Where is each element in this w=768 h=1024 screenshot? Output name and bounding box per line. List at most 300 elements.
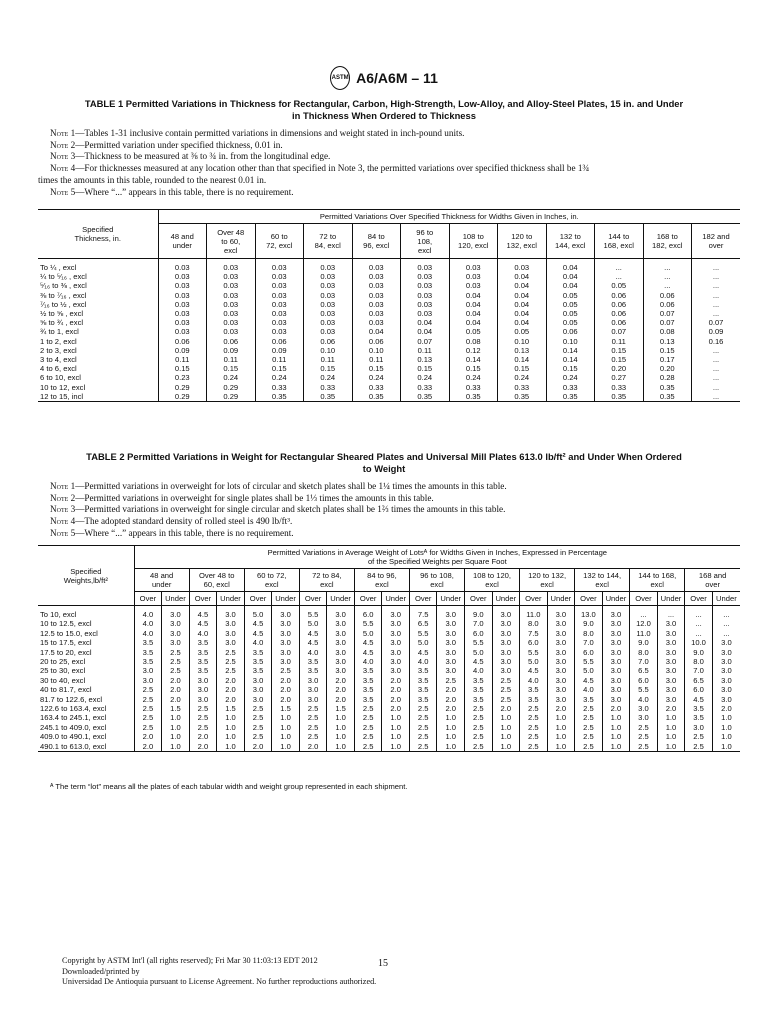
table-cell: 3.0 — [492, 629, 520, 638]
note-text: —Permitted variation under specified thickness, 0.01 in. — [75, 139, 283, 150]
corner-label-2: Weights,lb/ft² — [63, 575, 108, 585]
table-cell: 5.0 — [354, 629, 382, 638]
table-cell: 5.0 — [465, 648, 493, 657]
under-header: Under — [712, 592, 740, 606]
table-cell: 0.06 — [207, 337, 256, 346]
table-row — [38, 742, 740, 752]
table-cell: 3.5 — [685, 704, 713, 713]
row-label: ½ to ⅝ , excl — [40, 309, 84, 319]
table-cell: 8.0 — [520, 619, 548, 628]
table-cell: 2.5 — [685, 732, 713, 741]
table2-title — [34, 451, 734, 475]
table-cell: 0.35 — [595, 392, 644, 402]
table-cell: 3.0 — [162, 629, 190, 638]
over-header: Over — [520, 592, 548, 606]
table-cell: 3.0 — [547, 685, 575, 694]
table-cell: 6.0 — [630, 676, 658, 685]
column-header-line: 96, excl — [363, 241, 390, 250]
over-header: Over — [299, 592, 327, 606]
table-cell: 2.5 — [217, 657, 245, 666]
span-header-line1: Permitted Variations in Average Weight of Lotsᴬ for Widths Given in Inches, Expressed in Percentage — [267, 548, 608, 557]
under-header: Under — [272, 592, 300, 606]
table-cell: 3.0 — [547, 619, 575, 628]
table-cell: 0.11 — [207, 355, 256, 364]
table-cell: 6.5 — [685, 676, 713, 685]
table-cell: 0.03 — [207, 272, 256, 281]
table-cell: 0.03 — [158, 281, 207, 290]
table-cell: 0.15 — [304, 364, 353, 373]
table-cell: 3.0 — [547, 638, 575, 647]
table-row — [38, 685, 740, 694]
table-cell: 3.0 — [327, 619, 355, 628]
note — [38, 175, 740, 187]
table-cell: 0.06 — [546, 327, 595, 336]
table-cell: 0.03 — [304, 259, 353, 273]
table-cell: 3.5 — [134, 638, 162, 647]
table-row — [38, 629, 740, 638]
table-cell: 3.0 — [492, 657, 520, 666]
table-cell: 2.5 — [299, 713, 327, 722]
column-header — [244, 569, 299, 592]
column-header-line: 132, excl — [506, 241, 537, 250]
table-cell: 3.0 — [327, 629, 355, 638]
over-header: Over — [354, 592, 382, 606]
table-cell: 1.0 — [602, 732, 630, 741]
table-cell: 0.03 — [401, 309, 450, 318]
table-cell: 0.06 — [595, 309, 644, 318]
column-header-line: 168 and — [698, 571, 727, 580]
column-header-line: to 60, — [221, 236, 241, 246]
table-cell: ... — [643, 259, 692, 273]
table-cell: 8.0 — [630, 648, 658, 657]
table-cell: 2.5 — [189, 713, 217, 722]
table2-title-line2: to Weight — [362, 463, 406, 474]
note-label: Note 5 — [50, 527, 76, 538]
table-cell: ... — [692, 291, 741, 300]
table-cell: 3.0 — [217, 606, 245, 620]
table-cell: 0.03 — [304, 327, 353, 336]
note — [50, 128, 740, 140]
over-header: Over — [409, 592, 437, 606]
table-cell: 3.0 — [602, 666, 630, 675]
table-cell: 5.0 — [520, 657, 548, 666]
table-cell: 4.5 — [189, 619, 217, 628]
table-cell: 3.5 — [299, 666, 327, 675]
table-cell: 3.0 — [327, 638, 355, 647]
table-cell: 3.0 — [162, 619, 190, 628]
table-cell: 0.03 — [352, 272, 401, 281]
table2-title-line1: TABLE 2 Permitted Variations in Weight for Rectangular Sheared Plates and Universal Mill Plates 613.0 lb/ft² and Under When Ordered — [86, 451, 682, 462]
table-cell: 0.09 — [692, 327, 741, 336]
table-cell: 3.0 — [712, 638, 740, 647]
table-cell: 3.0 — [602, 619, 630, 628]
table-cell: 2.5 — [244, 732, 272, 741]
table-cell: 0.35 — [498, 392, 547, 402]
table-cell: 2.5 — [299, 704, 327, 713]
table-cell: 11.0 — [630, 629, 658, 638]
table-cell: 2.5 — [520, 732, 548, 741]
table-cell: 0.04 — [546, 281, 595, 290]
table-cell: 0.04 — [546, 272, 595, 281]
table-row — [38, 364, 740, 373]
table-cell: 3.0 — [712, 685, 740, 694]
table-cell: 0.03 — [352, 291, 401, 300]
column-header-line: 168, excl — [603, 241, 634, 250]
table-cell: 2.5 — [437, 676, 465, 685]
table-cell: 4.0 — [520, 676, 548, 685]
table-cell: 4.5 — [244, 619, 272, 628]
table-cell: 3.0 — [657, 648, 685, 657]
table-cell: 0.35 — [546, 392, 595, 402]
table-cell: 3.0 — [217, 629, 245, 638]
table-cell: 0.04 — [401, 327, 450, 336]
column-header — [520, 569, 575, 592]
table-cell: 0.03 — [207, 291, 256, 300]
table-row — [38, 676, 740, 685]
table-cell: 0.03 — [158, 259, 207, 273]
table-cell: 2.0 — [134, 742, 162, 752]
table-cell: 2.5 — [685, 742, 713, 752]
table-row — [38, 713, 740, 722]
table-cell: 3.0 — [657, 638, 685, 647]
table-cell: 0.03 — [158, 327, 207, 336]
table-cell: 0.04 — [498, 281, 547, 290]
column-header — [409, 569, 464, 592]
table-cell: 0.06 — [352, 337, 401, 346]
corner-header — [38, 210, 158, 259]
column-header-line: 72 to 84, — [312, 571, 342, 580]
table-cell: 0.33 — [255, 383, 304, 392]
table-cell: 0.35 — [643, 392, 692, 402]
table-cell: 11.0 — [520, 606, 548, 620]
table-cell: 3.0 — [189, 685, 217, 694]
table-cell: 1.0 — [492, 742, 520, 752]
table-cell: 0.10 — [498, 337, 547, 346]
table-cell: 3.0 — [382, 619, 410, 628]
table-cell: 0.03 — [449, 259, 498, 273]
column-header-line: 96 to — [416, 227, 434, 237]
table-cell: 3.0 — [492, 619, 520, 628]
table-cell: 0.04 — [401, 318, 450, 327]
table-cell: 3.0 — [299, 685, 327, 694]
row-label: 10 to 12, excl — [40, 382, 86, 392]
table-cell: 3.0 — [492, 648, 520, 657]
table-cell: 2.5 — [409, 742, 437, 752]
column-header — [630, 569, 685, 592]
table-cell: 2.5 — [134, 704, 162, 713]
page-header — [0, 66, 768, 90]
table-cell: 7.0 — [630, 657, 658, 666]
table-cell: 2.0 — [189, 742, 217, 752]
table-cell: 2.0 — [437, 685, 465, 694]
column-header — [207, 224, 256, 259]
table-cell: 1.0 — [712, 742, 740, 752]
over-header: Over — [244, 592, 272, 606]
table-cell: 2.0 — [547, 704, 575, 713]
table-cell: 4.0 — [575, 685, 603, 694]
table-cell: 0.08 — [449, 337, 498, 346]
table-cell: ... — [692, 373, 741, 382]
table-cell: 3.0 — [382, 648, 410, 657]
table-cell: 3.0 — [437, 606, 465, 620]
table-cell: 3.5 — [244, 657, 272, 666]
table-cell: 3.0 — [382, 657, 410, 666]
table-cell: 0.35 — [449, 392, 498, 402]
footer-line3: Universidad De Antioquia pursuant to License Agreement. No further reproductions authorized. — [62, 977, 377, 986]
column-header-line: excl — [320, 580, 334, 589]
table-cell: 3.0 — [134, 666, 162, 675]
table-cell: 0.15 — [498, 364, 547, 373]
table-cell: 2.5 — [217, 648, 245, 657]
table-cell: 2.5 — [134, 695, 162, 704]
table-cell: 0.10 — [304, 346, 353, 355]
table-cell: 2.5 — [465, 723, 493, 732]
table-cell: 1.0 — [492, 723, 520, 732]
table-cell: ... — [657, 606, 685, 620]
table-cell: 0.07 — [643, 309, 692, 318]
over-header: Over — [685, 592, 713, 606]
table-cell: 2.0 — [272, 676, 300, 685]
table-cell: 1.0 — [712, 723, 740, 732]
table-cell: 0.24 — [352, 373, 401, 382]
table-cell: 3.0 — [630, 704, 658, 713]
table-cell: ... — [685, 629, 713, 638]
table-cell: 6.0 — [520, 638, 548, 647]
table-cell: ... — [692, 281, 741, 290]
table-cell: 4.0 — [299, 648, 327, 657]
table-cell: 0.06 — [595, 300, 644, 309]
table-cell: 3.0 — [602, 685, 630, 694]
row-label: 1 to 2, excl — [40, 336, 77, 346]
table-cell: 0.16 — [692, 337, 741, 346]
table-cell: 0.03 — [352, 300, 401, 309]
row-label: 40 to 81.7, excl — [40, 685, 92, 695]
row-label: 12.5 to 15.0, excl — [40, 628, 98, 638]
table-cell: 3.0 — [712, 648, 740, 657]
table-cell: 4.0 — [409, 657, 437, 666]
table-cell: 0.35 — [352, 392, 401, 402]
table-cell: 2.0 — [299, 742, 327, 752]
footer-line1: Copyright by ASTM Int'l (all rights reserved); Fri Mar 30 11:03:13 EDT 2012 — [62, 956, 318, 965]
column-header — [134, 569, 189, 592]
table-cell: 5.5 — [465, 638, 493, 647]
column-header — [401, 224, 450, 259]
table-cell: 4.5 — [685, 695, 713, 704]
table-cell: 0.15 — [546, 364, 595, 373]
table-cell: 0.04 — [449, 291, 498, 300]
copyright-footer — [62, 956, 376, 988]
table-cell: 1.0 — [437, 742, 465, 752]
table-cell: 0.24 — [304, 373, 353, 382]
astm-logo-icon: ASTM — [330, 66, 350, 90]
row-label: 2 to 3, excl — [40, 345, 77, 355]
table-cell: 0.03 — [158, 309, 207, 318]
table-cell: 2.0 — [712, 704, 740, 713]
table-cell: 7.0 — [465, 619, 493, 628]
table-cell: 1.0 — [327, 713, 355, 722]
table-cell: 2.5 — [134, 685, 162, 694]
row-label: 409.0 to 490.1, excl — [40, 732, 107, 742]
table-cell: 0.04 — [498, 318, 547, 327]
table-cell: 3.0 — [327, 606, 355, 620]
table-cell: 0.17 — [643, 355, 692, 364]
column-header-line: 84 to — [367, 232, 385, 241]
table-cell: 0.03 — [401, 281, 450, 290]
table-cell: 4.0 — [189, 629, 217, 638]
column-header-line: 132 to — [559, 232, 581, 241]
column-header-line: 182 and — [702, 232, 730, 241]
row-label: 25 to 30, excl — [40, 666, 86, 676]
column-header — [465, 569, 520, 592]
table-cell: 4.5 — [354, 638, 382, 647]
table-row — [38, 300, 740, 309]
table-cell: ... — [692, 272, 741, 281]
table-cell: 2.0 — [657, 704, 685, 713]
table-cell: 0.20 — [643, 364, 692, 373]
table-cell: 2.0 — [382, 695, 410, 704]
column-header-line: 60 to 72, — [257, 571, 287, 580]
table-cell: 0.04 — [498, 309, 547, 318]
table-cell: 0.15 — [255, 364, 304, 373]
table-cell: 3.0 — [437, 629, 465, 638]
column-header — [498, 224, 547, 259]
note-label: Note 3 — [50, 151, 76, 162]
corner-header — [38, 546, 134, 606]
over-header: Over — [189, 592, 217, 606]
table-cell: 0.15 — [207, 364, 256, 373]
table-cell: 0.03 — [449, 272, 498, 281]
table-cell: 4.5 — [354, 648, 382, 657]
table-cell: 0.29 — [207, 383, 256, 392]
table-cell: 1.0 — [327, 732, 355, 741]
table-cell: 3.0 — [244, 676, 272, 685]
table-cell: 3.0 — [547, 676, 575, 685]
table-row — [38, 704, 740, 713]
table-cell: 0.04 — [498, 272, 547, 281]
over-under-row — [38, 592, 740, 606]
table-cell: 2.5 — [465, 713, 493, 722]
table-cell: 7.0 — [685, 666, 713, 675]
table-cell: 3.0 — [602, 648, 630, 657]
table-cell: 4.0 — [244, 638, 272, 647]
table-cell: 2.5 — [354, 723, 382, 732]
table-cell: 0.15 — [595, 355, 644, 364]
column-header — [449, 224, 498, 259]
column-header — [546, 224, 595, 259]
table-row — [38, 657, 740, 666]
column-header-line: 72 to — [319, 232, 337, 241]
table-cell: 1.0 — [382, 723, 410, 732]
table-cell: 2.5 — [409, 732, 437, 741]
table-cell: 3.0 — [437, 666, 465, 675]
column-header-line: under — [151, 580, 172, 589]
under-header: Under — [547, 592, 575, 606]
table-cell: 0.03 — [255, 291, 304, 300]
column-header-line: excl — [223, 245, 238, 255]
table-cell: 0.20 — [595, 364, 644, 373]
table-cell: 0.06 — [255, 337, 304, 346]
table-cell: 2.0 — [382, 704, 410, 713]
table-cell: 0.06 — [158, 337, 207, 346]
table-cell: 0.11 — [401, 346, 450, 355]
table-row — [38, 638, 740, 647]
table-cell: 0.24 — [255, 373, 304, 382]
column-header — [158, 224, 207, 259]
table-cell: 4.5 — [189, 606, 217, 620]
under-header: Under — [327, 592, 355, 606]
table-cell: 3.0 — [299, 676, 327, 685]
row-label: ¼ to ⁵⁄₁₆ , excl — [40, 272, 87, 282]
footer-line2: Downloaded/printed by — [62, 966, 140, 976]
table-cell: ... — [712, 606, 740, 620]
row-label: ⅜ to ⁷⁄₁₆ , excl — [40, 290, 87, 300]
column-header-line: 144 to 168, — [638, 571, 677, 580]
column-header-line: excl — [540, 580, 554, 589]
table-cell: 0.04 — [546, 259, 595, 273]
table-cell: 2.5 — [354, 704, 382, 713]
table-cell: 3.0 — [272, 629, 300, 638]
table-cell: 0.04 — [498, 291, 547, 300]
note — [50, 493, 740, 505]
table-cell: 0.24 — [498, 373, 547, 382]
column-header-line: excl — [485, 580, 499, 589]
table-cell: 0.09 — [207, 346, 256, 355]
table-cell: 2.0 — [217, 695, 245, 704]
table-cell: 13.0 — [575, 606, 603, 620]
table-cell: 7.5 — [520, 629, 548, 638]
table-cell: 0.04 — [449, 309, 498, 318]
row-label: 4 to 6, excl — [40, 364, 77, 374]
table-cell: 3.0 — [602, 676, 630, 685]
table-cell: 3.0 — [547, 648, 575, 657]
table-cell: 3.0 — [547, 695, 575, 704]
table-row — [38, 606, 740, 620]
table-cell: 2.5 — [575, 732, 603, 741]
column-header — [692, 224, 741, 259]
row-label: 245.1 to 409.0, excl — [40, 722, 107, 732]
table-row — [38, 373, 740, 382]
table-cell: 1.0 — [602, 742, 630, 752]
table1-title-line1: TABLE 1 Permitted Variations in Thickness for Rectangular, Carbon, High-Strength, Low-Alloy, and Alloy-Steel Plates, 15 in. and Under — [84, 98, 684, 109]
table-cell: 0.24 — [207, 373, 256, 382]
table1-title — [34, 98, 734, 122]
table-cell: 0.03 — [255, 300, 304, 309]
table-cell: 3.5 — [465, 685, 493, 694]
note-text: —For thicknesses measured at any location other than that specified in Note 3, the permitted variations over specified thickness shall be 1¾ — [75, 163, 590, 174]
table-cell: 3.0 — [657, 685, 685, 694]
table-cell: ... — [692, 346, 741, 355]
table-cell: 1.0 — [547, 713, 575, 722]
table-cell: 0.03 — [207, 309, 256, 318]
table-cell: 3.0 — [657, 657, 685, 666]
column-header-line: 108, — [417, 236, 433, 246]
table-cell: 0.03 — [207, 259, 256, 273]
note-label: Note 4 — [50, 516, 76, 527]
column-header — [189, 569, 244, 592]
under-header: Under — [162, 592, 190, 606]
note-text: —Permitted variations in overweight for single plates shall be 1⅓ times the amounts in this table. — [75, 492, 434, 503]
table-cell: 2.5 — [244, 723, 272, 732]
table-cell: 3.5 — [685, 713, 713, 722]
column-header — [352, 224, 401, 259]
table-row — [38, 327, 740, 336]
column-header-line: 108 to — [462, 232, 484, 241]
table-cell: 0.03 — [255, 318, 304, 327]
table-cell: 0.05 — [546, 300, 595, 309]
header-row — [38, 210, 740, 224]
note — [50, 151, 740, 163]
table-cell: 1.0 — [162, 732, 190, 741]
